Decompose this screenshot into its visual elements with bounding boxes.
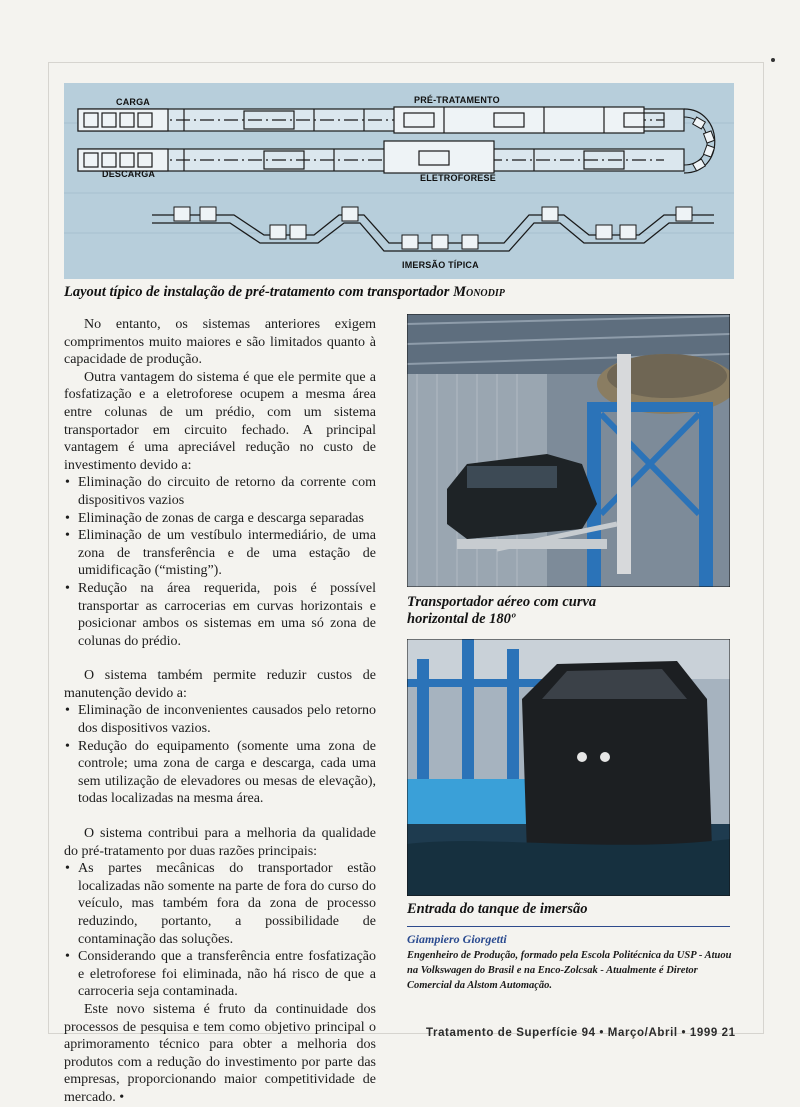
diagram-caption xyxy=(64,284,744,301)
photo1-caption: Transportador aéreo com curva horizontal de 180º xyxy=(407,594,597,627)
paragraph-5-text: Este novo sistema é fruto da continuidade dos processos de pesquisa e tem como objetivo principal o aprimoramento técnico para obter a melhoria dos produtos com a redução do investimento por parte das empresas, proporcionando maior competitividade de mercado. xyxy=(64,1001,376,1105)
end-mark: • xyxy=(119,1089,125,1105)
list-maintenance xyxy=(64,702,376,808)
list-item: • Considerando que a transferência entre fosfatização e eletroforese foi eliminada, não há risco de que a carroceria seja contaminada. xyxy=(64,948,376,1001)
diagram-caption-main: Layout típico de instalação de pré-tratamento com transportador xyxy=(64,284,454,300)
label-pretratamento: PRÉ-TRATAMENTO xyxy=(414,95,500,105)
layout-diagram xyxy=(64,83,734,279)
list-item: • Eliminação de zonas de carga e descarga separadas xyxy=(64,510,376,528)
article-body xyxy=(64,316,376,1107)
paragraph-4: O sistema contribui para a melhoria da qualidade do pré-tratamento por duas razões principais: xyxy=(64,826,376,859)
list-item: • Eliminação do circuito de retorno da corrente com dispositivos vazios xyxy=(64,474,376,509)
author-bio: Engenheiro de Produção, formado pela Escola Politécnica da USP - Atuou na Volkswagen do Brasil e na Enco-Zolcsak - Atualmente é Diretor Comercial da Alstom Automação. xyxy=(407,950,732,991)
paragraph-1: No entanto, os sistemas anteriores exigem comprimentos muito maiores e são limitados quanto à capacidade de produção. xyxy=(64,317,376,368)
photo-overhead-conveyor xyxy=(407,314,730,587)
label-descarga: DESCARGA xyxy=(102,169,156,179)
paragraph-2: Outra vantagem do sistema é que ele permite que a fosfatização e a eletroforese ocupem a mesma área entre colunas de um prédio, com um sistema transportador em circuito fechado. A principal vantagem é uma apreciável redução no custo de investimento devido a: xyxy=(64,369,376,473)
corner-dot xyxy=(771,58,775,62)
label-imersao: IMERSÃO TÍPICA xyxy=(402,260,479,270)
list-item: • Eliminação de um vestíbulo intermediário, de uma zona de transferência e de uma estação de umidificação (“misting”). xyxy=(64,527,376,580)
author-name: Giampiero Giorgetti xyxy=(407,932,507,946)
list-item: • As partes mecânicas do transportador estão localizadas não somente na parte de fora do curso do veículo, mas também fora da zona de processo reduzindo, portanto, a possibilidade de contaminação das soluções. xyxy=(64,860,376,948)
list-item: • Eliminação de inconvenientes causados pelo retorno dos dispositivos vazios. xyxy=(64,702,376,737)
author-divider xyxy=(407,926,730,927)
list-item: • Redução na área requerida, pois é possível transportar as carrocerias em curvas horizontais e posicionar ambos os sistemas em uma só zona de colunas do prédio. xyxy=(64,580,376,650)
label-carga: CARGA xyxy=(116,97,150,107)
list-quality xyxy=(64,860,376,1001)
page-footer: Tratamento de Superfície 94 • Março/Abril • 1999 21 xyxy=(426,1027,736,1039)
paragraph-3: O sistema também permite reduzir custos de manutenção devido a: xyxy=(64,668,376,701)
conveyor-layout-drawing xyxy=(64,83,734,279)
list-investment xyxy=(64,474,376,650)
label-eletroforese: ELETROFORESE xyxy=(420,173,496,183)
photo2-caption: Entrada do tanque de imersão xyxy=(407,901,588,917)
list-item: • Redução do equipamento (somente uma zona de controle; uma zona de carga e descarga, cada uma sem utilização de elevadores ou mesas de elevação), todas localizadas na mesma área. xyxy=(64,738,376,808)
photo-immersion-tank xyxy=(407,639,730,896)
diagram-caption-brand: Monodip xyxy=(453,284,505,300)
photo-immersion-tank-image xyxy=(407,639,730,896)
paragraph-5 xyxy=(64,1001,376,1107)
photo-overhead-conveyor-image xyxy=(407,314,730,587)
